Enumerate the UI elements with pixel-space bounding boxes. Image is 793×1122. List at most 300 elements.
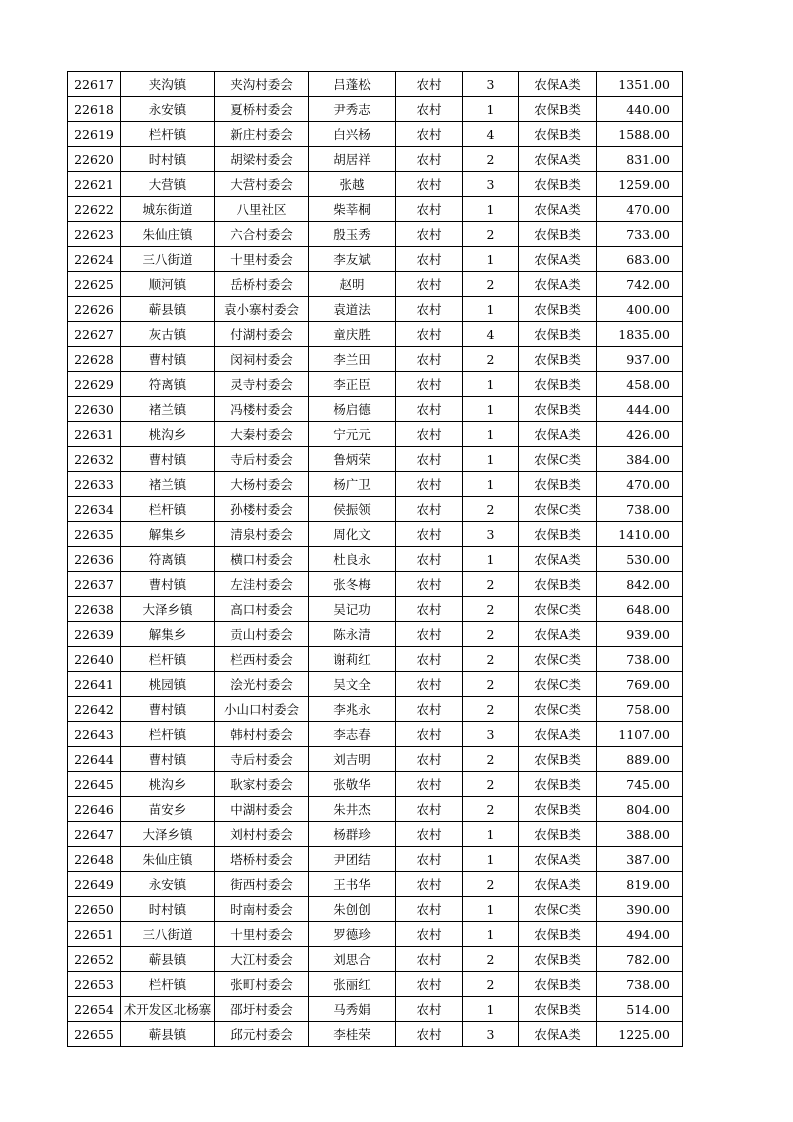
row-id-cell: 22631	[68, 422, 121, 447]
count-cell: 3	[463, 72, 519, 97]
town-cell: 曹村镇	[121, 747, 215, 772]
village-cell: 岳桥村委会	[215, 272, 309, 297]
count-cell: 3	[463, 172, 519, 197]
name-cell: 马秀娟	[309, 997, 396, 1022]
category-cell: 农保A类	[519, 147, 597, 172]
row-id-cell: 22639	[68, 622, 121, 647]
amount-cell: 530.00	[597, 547, 683, 572]
count-cell: 1	[463, 297, 519, 322]
area-cell: 农村	[396, 272, 463, 297]
area-cell: 农村	[396, 972, 463, 997]
name-cell: 尹秀志	[309, 97, 396, 122]
row-id-cell: 22635	[68, 522, 121, 547]
category-cell: 农保B类	[519, 322, 597, 347]
table-row	[68, 872, 683, 897]
village-cell: 大杨村委会	[215, 472, 309, 497]
area-cell: 农村	[396, 197, 463, 222]
count-cell: 1	[463, 847, 519, 872]
amount-cell: 1410.00	[597, 522, 683, 547]
town-cell: 曹村镇	[121, 572, 215, 597]
village-cell: 八里社区	[215, 197, 309, 222]
amount-cell: 1588.00	[597, 122, 683, 147]
table-row	[68, 797, 683, 822]
category-cell: 农保A类	[519, 247, 597, 272]
amount-cell: 842.00	[597, 572, 683, 597]
count-cell: 2	[463, 597, 519, 622]
town-cell: 三八街道	[121, 922, 215, 947]
category-cell: 农保A类	[519, 272, 597, 297]
area-cell: 农村	[396, 97, 463, 122]
category-cell: 农保B类	[519, 772, 597, 797]
name-cell: 陈永清	[309, 622, 396, 647]
category-cell: 农保A类	[519, 72, 597, 97]
village-cell: 街西村委会	[215, 872, 309, 897]
amount-cell: 831.00	[597, 147, 683, 172]
count-cell: 2	[463, 647, 519, 672]
town-cell: 解集乡	[121, 622, 215, 647]
village-cell: 孙楼村委会	[215, 497, 309, 522]
row-id-cell: 22623	[68, 222, 121, 247]
table-row	[68, 547, 683, 572]
area-cell: 农村	[396, 447, 463, 472]
count-cell: 2	[463, 697, 519, 722]
name-cell: 张越	[309, 172, 396, 197]
category-cell: 农保A类	[519, 622, 597, 647]
name-cell: 赵明	[309, 272, 396, 297]
amount-cell: 1107.00	[597, 722, 683, 747]
amount-cell: 440.00	[597, 97, 683, 122]
table-row	[68, 997, 683, 1022]
row-id-cell: 22629	[68, 372, 121, 397]
table-row	[68, 122, 683, 147]
village-cell: 刘村村委会	[215, 822, 309, 847]
row-id-cell: 22642	[68, 697, 121, 722]
village-cell: 夹沟村委会	[215, 72, 309, 97]
row-id-cell: 22620	[68, 147, 121, 172]
count-cell: 2	[463, 797, 519, 822]
row-id-cell: 22651	[68, 922, 121, 947]
count-cell: 1	[463, 447, 519, 472]
count-cell: 1	[463, 397, 519, 422]
name-cell: 王书华	[309, 872, 396, 897]
category-cell: 农保A类	[519, 197, 597, 222]
village-cell: 大江村委会	[215, 947, 309, 972]
count-cell: 1	[463, 897, 519, 922]
count-cell: 2	[463, 572, 519, 597]
category-cell: 农保B类	[519, 372, 597, 397]
village-cell: 十里村委会	[215, 247, 309, 272]
village-cell: 韩村村委会	[215, 722, 309, 747]
category-cell: 农保C类	[519, 497, 597, 522]
village-cell: 袁小寨村委会	[215, 297, 309, 322]
area-cell: 农村	[396, 522, 463, 547]
amount-cell: 745.00	[597, 772, 683, 797]
row-id-cell: 22653	[68, 972, 121, 997]
category-cell: 农保B类	[519, 922, 597, 947]
name-cell: 童庆胜	[309, 322, 396, 347]
village-cell: 清泉村委会	[215, 522, 309, 547]
amount-cell: 769.00	[597, 672, 683, 697]
table-row	[68, 822, 683, 847]
row-id-cell: 22638	[68, 597, 121, 622]
name-cell: 侯振领	[309, 497, 396, 522]
count-cell: 2	[463, 622, 519, 647]
category-cell: 农保B类	[519, 297, 597, 322]
area-cell: 农村	[396, 722, 463, 747]
row-id-cell: 22648	[68, 847, 121, 872]
name-cell: 李兰田	[309, 347, 396, 372]
category-cell: 农保A类	[519, 422, 597, 447]
area-cell: 农村	[396, 222, 463, 247]
town-cell: 三八街道	[121, 247, 215, 272]
amount-cell: 733.00	[597, 222, 683, 247]
table-row	[68, 147, 683, 172]
town-cell: 符离镇	[121, 372, 215, 397]
town-cell: 蕲县镇	[121, 947, 215, 972]
category-cell: 农保C类	[519, 697, 597, 722]
row-id-cell: 22637	[68, 572, 121, 597]
table-row	[68, 222, 683, 247]
category-cell: 农保B类	[519, 747, 597, 772]
table-row	[68, 622, 683, 647]
name-cell: 吕蓬松	[309, 72, 396, 97]
name-cell: 杨群珍	[309, 822, 396, 847]
table-row	[68, 972, 683, 997]
category-cell: 农保B类	[519, 397, 597, 422]
row-id-cell: 22643	[68, 722, 121, 747]
amount-cell: 514.00	[597, 997, 683, 1022]
town-cell: 栏杆镇	[121, 122, 215, 147]
amount-cell: 738.00	[597, 497, 683, 522]
count-cell: 2	[463, 222, 519, 247]
count-cell: 4	[463, 122, 519, 147]
row-id-cell: 22617	[68, 72, 121, 97]
village-cell: 灵寺村委会	[215, 372, 309, 397]
name-cell: 李兆永	[309, 697, 396, 722]
table-row	[68, 447, 683, 472]
town-cell: 苗安乡	[121, 797, 215, 822]
amount-cell: 648.00	[597, 597, 683, 622]
table-row	[68, 697, 683, 722]
row-id-cell: 22645	[68, 772, 121, 797]
village-cell: 胡梁村委会	[215, 147, 309, 172]
area-cell: 农村	[396, 297, 463, 322]
village-cell: 高口村委会	[215, 597, 309, 622]
village-cell: 邵圩村委会	[215, 997, 309, 1022]
row-id-cell: 22628	[68, 347, 121, 372]
town-cell: 栏杆镇	[121, 647, 215, 672]
row-id-cell: 22627	[68, 322, 121, 347]
amount-cell: 782.00	[597, 947, 683, 972]
table-row	[68, 322, 683, 347]
area-cell: 农村	[396, 747, 463, 772]
village-cell: 小山口村委会	[215, 697, 309, 722]
village-cell: 栏西村委会	[215, 647, 309, 672]
town-cell: 褚兰镇	[121, 397, 215, 422]
area-cell: 农村	[396, 622, 463, 647]
row-id-cell: 22646	[68, 797, 121, 822]
area-cell: 农村	[396, 422, 463, 447]
table-row	[68, 422, 683, 447]
town-cell: 大泽乡镇	[121, 597, 215, 622]
table-row	[68, 72, 683, 97]
table-row	[68, 647, 683, 672]
category-cell: 农保B类	[519, 572, 597, 597]
category-cell: 农保A类	[519, 547, 597, 572]
area-cell: 农村	[396, 772, 463, 797]
amount-cell: 494.00	[597, 922, 683, 947]
category-cell: 农保B类	[519, 347, 597, 372]
count-cell: 1	[463, 372, 519, 397]
village-cell: 张町村委会	[215, 972, 309, 997]
category-cell: 农保C类	[519, 647, 597, 672]
amount-cell: 444.00	[597, 397, 683, 422]
town-cell: 蕲县镇	[121, 1022, 215, 1047]
town-cell: 蕲县镇	[121, 297, 215, 322]
name-cell: 吴文全	[309, 672, 396, 697]
amount-cell: 819.00	[597, 872, 683, 897]
amount-cell: 738.00	[597, 972, 683, 997]
village-cell: 时南村委会	[215, 897, 309, 922]
village-cell: 闵祠村委会	[215, 347, 309, 372]
category-cell: 农保B类	[519, 972, 597, 997]
village-cell: 寺后村委会	[215, 747, 309, 772]
name-cell: 柴莘桐	[309, 197, 396, 222]
count-cell: 3	[463, 1022, 519, 1047]
town-cell: 栏杆镇	[121, 497, 215, 522]
category-cell: 农保A类	[519, 722, 597, 747]
town-cell: 曹村镇	[121, 447, 215, 472]
table-row	[68, 297, 683, 322]
table-row	[68, 722, 683, 747]
area-cell: 农村	[396, 1022, 463, 1047]
row-id-cell: 22625	[68, 272, 121, 297]
amount-cell: 458.00	[597, 372, 683, 397]
village-cell: 大秦村委会	[215, 422, 309, 447]
name-cell: 白兴杨	[309, 122, 396, 147]
table-row	[68, 947, 683, 972]
area-cell: 农村	[396, 947, 463, 972]
town-cell: 曹村镇	[121, 697, 215, 722]
town-cell: 解集乡	[121, 522, 215, 547]
name-cell: 刘思合	[309, 947, 396, 972]
name-cell: 杨广卫	[309, 472, 396, 497]
name-cell: 宁元元	[309, 422, 396, 447]
table-row	[68, 497, 683, 522]
name-cell: 鲁炳荣	[309, 447, 396, 472]
town-cell: 曹村镇	[121, 347, 215, 372]
village-cell: 塔桥村委会	[215, 847, 309, 872]
area-cell: 农村	[396, 922, 463, 947]
table-row	[68, 397, 683, 422]
amount-cell: 426.00	[597, 422, 683, 447]
name-cell: 刘吉明	[309, 747, 396, 772]
village-cell: 冯楼村委会	[215, 397, 309, 422]
town-cell: 术开发区北杨寨	[121, 997, 215, 1022]
category-cell: 农保A类	[519, 1022, 597, 1047]
village-cell: 夏桥村委会	[215, 97, 309, 122]
area-cell: 农村	[396, 472, 463, 497]
table-row	[68, 197, 683, 222]
area-cell: 农村	[396, 897, 463, 922]
count-cell: 2	[463, 147, 519, 172]
table-row	[68, 572, 683, 597]
town-cell: 时村镇	[121, 897, 215, 922]
count-cell: 2	[463, 347, 519, 372]
table-row	[68, 672, 683, 697]
table-row	[68, 247, 683, 272]
village-cell: 十里村委会	[215, 922, 309, 947]
table-row	[68, 897, 683, 922]
village-cell: 寺后村委会	[215, 447, 309, 472]
table-row	[68, 172, 683, 197]
count-cell: 2	[463, 272, 519, 297]
town-cell: 城东街道	[121, 197, 215, 222]
town-cell: 时村镇	[121, 147, 215, 172]
area-cell: 农村	[396, 797, 463, 822]
village-cell: 耿家村委会	[215, 772, 309, 797]
table-row	[68, 522, 683, 547]
count-cell: 2	[463, 872, 519, 897]
table-row	[68, 772, 683, 797]
count-cell: 2	[463, 947, 519, 972]
table-row	[68, 847, 683, 872]
town-cell: 朱仙庄镇	[121, 847, 215, 872]
count-cell: 1	[463, 547, 519, 572]
village-cell: 新庄村委会	[215, 122, 309, 147]
count-cell: 2	[463, 972, 519, 997]
name-cell: 朱井杰	[309, 797, 396, 822]
town-cell: 灰古镇	[121, 322, 215, 347]
village-cell: 中湖村委会	[215, 797, 309, 822]
amount-cell: 384.00	[597, 447, 683, 472]
count-cell: 1	[463, 922, 519, 947]
category-cell: 农保B类	[519, 797, 597, 822]
row-id-cell: 22640	[68, 647, 121, 672]
category-cell: 农保C类	[519, 897, 597, 922]
village-cell: 大营村委会	[215, 172, 309, 197]
amount-cell: 758.00	[597, 697, 683, 722]
area-cell: 农村	[396, 822, 463, 847]
count-cell: 2	[463, 772, 519, 797]
amount-cell: 470.00	[597, 197, 683, 222]
category-cell: 农保B类	[519, 172, 597, 197]
category-cell: 农保C类	[519, 672, 597, 697]
town-cell: 大营镇	[121, 172, 215, 197]
table-row	[68, 922, 683, 947]
amount-cell: 804.00	[597, 797, 683, 822]
village-cell: 付湖村委会	[215, 322, 309, 347]
row-id-cell: 22634	[68, 497, 121, 522]
table-row	[68, 472, 683, 497]
amount-cell: 742.00	[597, 272, 683, 297]
area-cell: 农村	[396, 572, 463, 597]
area-cell: 农村	[396, 597, 463, 622]
name-cell: 袁道法	[309, 297, 396, 322]
town-cell: 朱仙庄镇	[121, 222, 215, 247]
name-cell: 周化文	[309, 522, 396, 547]
village-cell: 浍光村委会	[215, 672, 309, 697]
category-cell: 农保A类	[519, 847, 597, 872]
row-id-cell: 22619	[68, 122, 121, 147]
amount-cell: 1351.00	[597, 72, 683, 97]
row-id-cell: 22654	[68, 997, 121, 1022]
amount-cell: 1835.00	[597, 322, 683, 347]
count-cell: 3	[463, 522, 519, 547]
row-id-cell: 22636	[68, 547, 121, 572]
table-row	[68, 747, 683, 772]
name-cell: 罗德珍	[309, 922, 396, 947]
name-cell: 杜良永	[309, 547, 396, 572]
row-id-cell: 22621	[68, 172, 121, 197]
name-cell: 张敬华	[309, 772, 396, 797]
row-id-cell: 22618	[68, 97, 121, 122]
area-cell: 农村	[396, 647, 463, 672]
town-cell: 栏杆镇	[121, 972, 215, 997]
table-row	[68, 1022, 683, 1047]
amount-cell: 889.00	[597, 747, 683, 772]
town-cell: 永安镇	[121, 97, 215, 122]
row-id-cell: 22647	[68, 822, 121, 847]
category-cell: 农保B类	[519, 122, 597, 147]
category-cell: 农保B类	[519, 947, 597, 972]
count-cell: 1	[463, 822, 519, 847]
table-row	[68, 372, 683, 397]
count-cell: 1	[463, 197, 519, 222]
area-cell: 农村	[396, 397, 463, 422]
area-cell: 农村	[396, 247, 463, 272]
row-id-cell: 22626	[68, 297, 121, 322]
category-cell: 农保B类	[519, 472, 597, 497]
area-cell: 农村	[396, 672, 463, 697]
category-cell: 农保B类	[519, 997, 597, 1022]
town-cell: 桃园镇	[121, 672, 215, 697]
name-cell: 杨启德	[309, 397, 396, 422]
amount-cell: 939.00	[597, 622, 683, 647]
category-cell: 农保A类	[519, 872, 597, 897]
name-cell: 李正臣	[309, 372, 396, 397]
category-cell: 农保B类	[519, 822, 597, 847]
area-cell: 农村	[396, 872, 463, 897]
count-cell: 2	[463, 497, 519, 522]
amount-cell: 1225.00	[597, 1022, 683, 1047]
town-cell: 夹沟镇	[121, 72, 215, 97]
area-cell: 农村	[396, 147, 463, 172]
name-cell: 李桂荣	[309, 1022, 396, 1047]
name-cell: 殷玉秀	[309, 222, 396, 247]
table-row	[68, 97, 683, 122]
count-cell: 3	[463, 722, 519, 747]
amount-cell: 470.00	[597, 472, 683, 497]
town-cell: 顺河镇	[121, 272, 215, 297]
town-cell: 永安镇	[121, 872, 215, 897]
name-cell: 吴记功	[309, 597, 396, 622]
name-cell: 尹团结	[309, 847, 396, 872]
area-cell: 农村	[396, 547, 463, 572]
table-row	[68, 272, 683, 297]
table-body	[68, 72, 683, 1047]
name-cell: 李友斌	[309, 247, 396, 272]
village-cell: 六合村委会	[215, 222, 309, 247]
name-cell: 谢莉红	[309, 647, 396, 672]
row-id-cell: 22633	[68, 472, 121, 497]
row-id-cell: 22622	[68, 197, 121, 222]
village-cell: 左洼村委会	[215, 572, 309, 597]
town-cell: 大泽乡镇	[121, 822, 215, 847]
table-row	[68, 347, 683, 372]
town-cell: 栏杆镇	[121, 722, 215, 747]
row-id-cell: 22649	[68, 872, 121, 897]
